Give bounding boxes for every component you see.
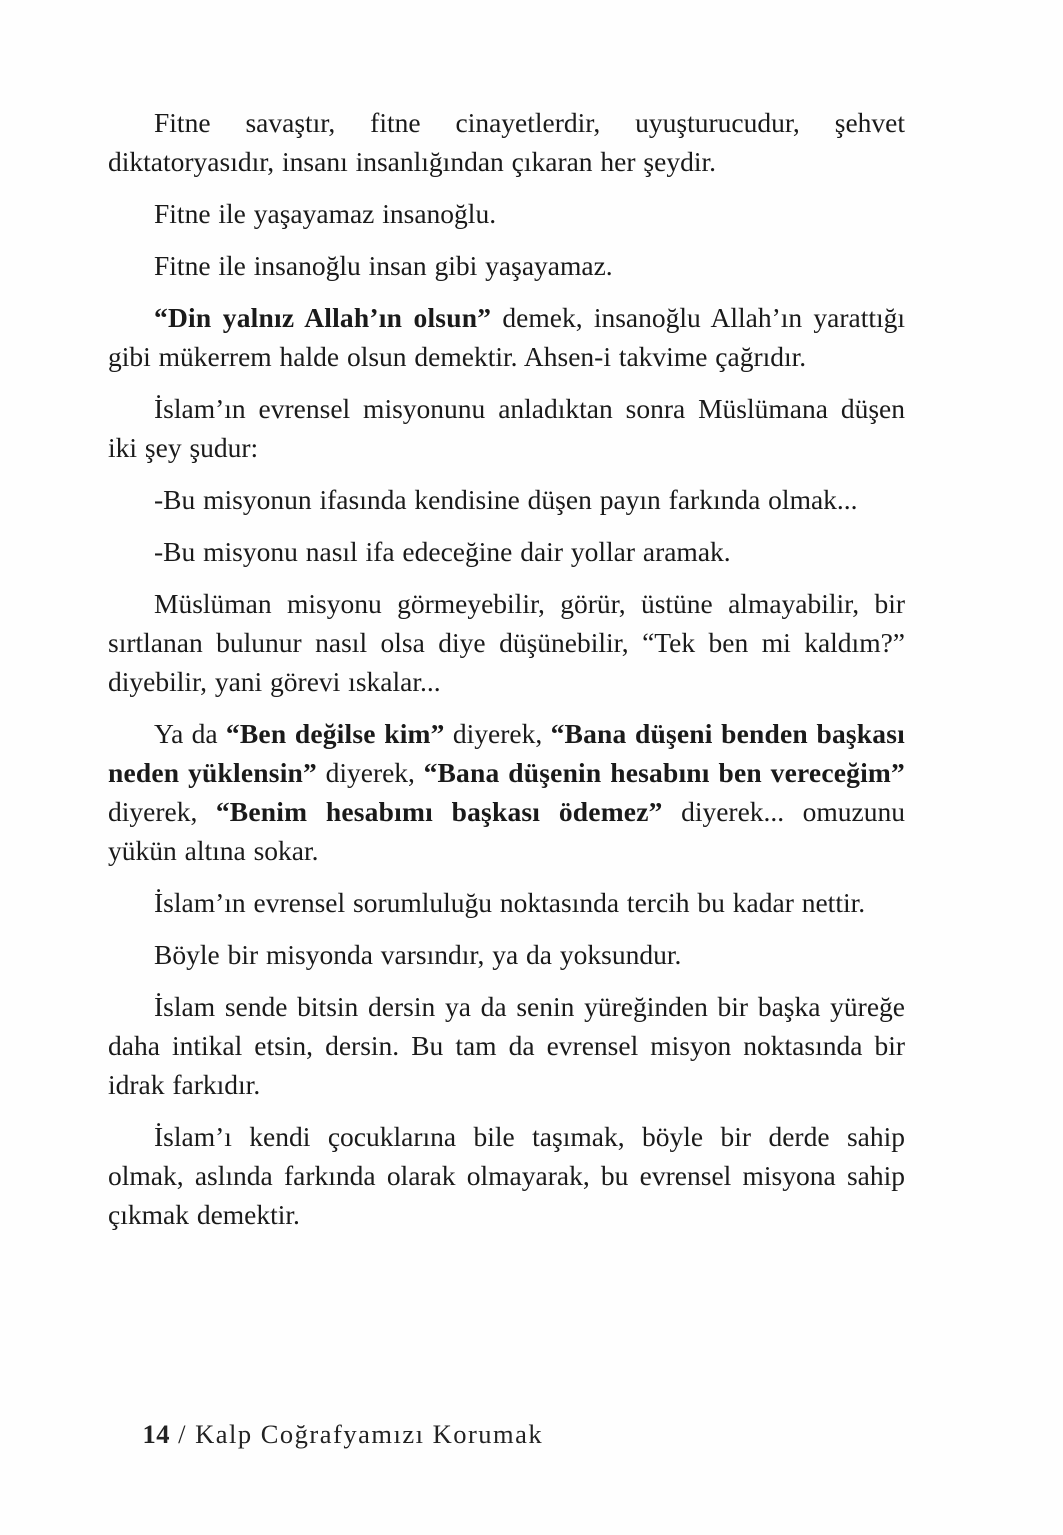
footer-separator: / bbox=[170, 1419, 196, 1449]
text-segment: -Bu misyonun ifasında kendisine düşen payın farkında olmak... bbox=[154, 484, 858, 515]
book-title: Kalp Coğrafyamızı Korumak bbox=[195, 1419, 544, 1449]
paragraph bbox=[108, 103, 905, 181]
text-segment: Fitne ile insanoğlu insan gibi yaşayamaz. bbox=[154, 250, 613, 281]
text-segment: diyerek, bbox=[108, 796, 216, 827]
text-segment: demek, insanoğlu Allah’ın yarattığı gibi mükerrem halde olsun demektir. Ahsen-i takvime çağrıdır. bbox=[108, 302, 906, 372]
text-segment: -Bu misyonu nasıl ifa edeceğine dair yollar aramak. bbox=[154, 536, 731, 567]
paragraph bbox=[108, 480, 905, 519]
bold-text-segment: “Ben değilse kim” bbox=[225, 718, 445, 749]
paragraph bbox=[108, 714, 905, 870]
text-segment: diyerek, bbox=[444, 718, 551, 749]
text-segment: İslam’ın evrensel sorumluluğu noktasında tercih bu kadar nettir. bbox=[154, 887, 866, 918]
paragraph bbox=[108, 883, 905, 922]
bold-text-segment: “Din yalnız Allah’ın olsun” bbox=[154, 302, 492, 333]
paragraph bbox=[108, 987, 905, 1104]
paragraph bbox=[108, 298, 905, 376]
paragraph bbox=[108, 1117, 905, 1234]
text-segment: Ya da bbox=[154, 718, 226, 749]
paragraph bbox=[108, 246, 905, 285]
page-number: 14 bbox=[142, 1419, 170, 1449]
paragraph bbox=[108, 584, 905, 701]
page-body-text bbox=[108, 103, 905, 1247]
text-segment: İslam sende bitsin dersin ya da senin yüreğinden bir başka yüreğe daha intikal etsin, dersin. Bu tam da evrensel misyon noktasında bir idrak farkıdır. bbox=[108, 991, 905, 1100]
bold-text-segment: “Bana düşeni benden başkası neden yüklensin” bbox=[108, 718, 905, 788]
text-segment: Fitne ile yaşayamaz insanoğlu. bbox=[154, 198, 497, 229]
text-segment: diyerek, bbox=[316, 757, 424, 788]
text-segment: Böyle bir misyonda varsındır, ya da yoksundur. bbox=[154, 939, 682, 970]
bold-text-segment: “Bana düşenin hesabını ben vereceğim” bbox=[423, 757, 905, 788]
text-segment: Fitne savaştır, fitne cinayetlerdir, uyuşturucudur, şehvet diktatoryasıdır, insanı insanlığından çıkaran her şeydir. bbox=[108, 107, 905, 177]
paragraph bbox=[108, 194, 905, 233]
text-segment: İslam’ı kendi çocuklarına bile taşımak, böyle bir derde sahip olmak, aslında farkında olarak olmayarak, bu evrensel misyona sahip çıkmak demektir. bbox=[108, 1121, 905, 1230]
text-segment: Müslüman misyonu görmeyebilir, görür, üstüne almayabilir, bir sırtlanan bulunur nasıl olsa diye düşünebilir, “Tek ben mi kaldım?” diyebilir, yani görevi ıskalar... bbox=[108, 588, 905, 697]
paragraph bbox=[108, 935, 905, 974]
paragraph bbox=[108, 389, 905, 467]
text-segment: diyerek... omuzunu yükün altına sokar. bbox=[108, 796, 906, 866]
bold-text-segment: “Benim hesabımı başkası ödemez” bbox=[215, 796, 663, 827]
page-footer bbox=[110, 1383, 543, 1485]
text-segment: İslam’ın evrensel misyonunu anladıktan sonra Müslümana düşen iki şey şudur: bbox=[108, 393, 905, 463]
paragraph bbox=[108, 532, 905, 571]
